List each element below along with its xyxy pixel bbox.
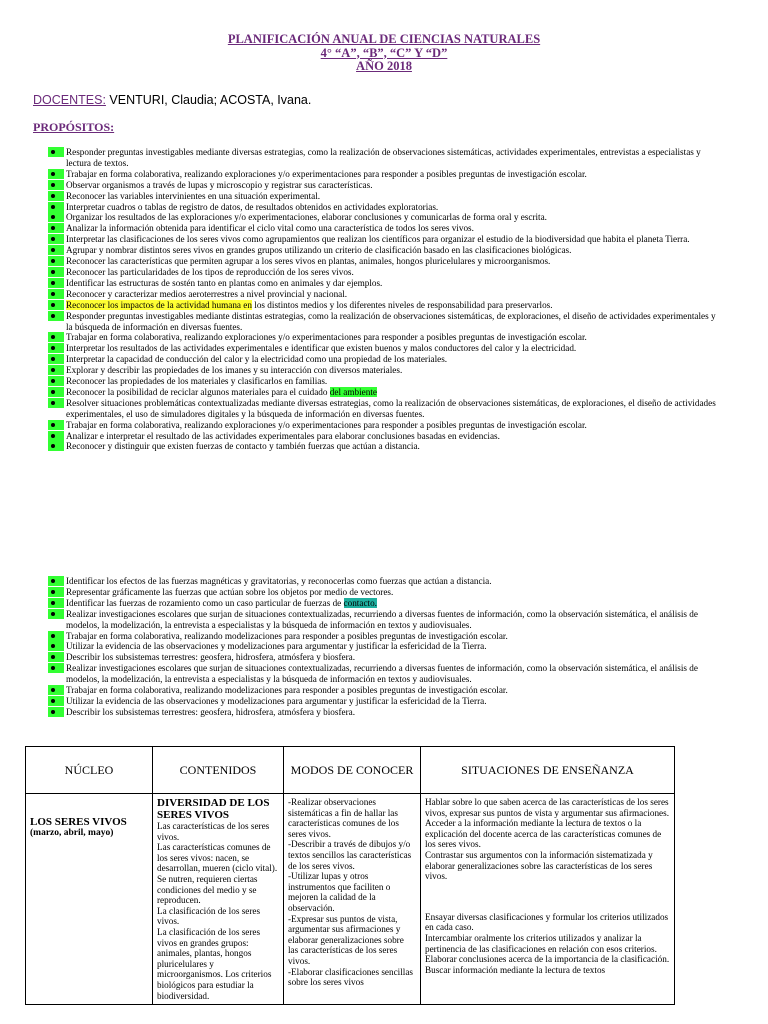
- contenidos-text: Las características comunes de los seres vivos: nacen, se desarrollan, mueren (ciclo vital). Se nutren, requieren ciertas condiciones del medio y se reproducen.: [157, 842, 278, 906]
- highlighted-text: Reconocer los impactos de la actividad humana en: [66, 299, 252, 310]
- modos-text: -Utilizar lupas y otros instrumentos que faciliten o mejoren la calidad de la observación.: [288, 871, 391, 913]
- list-item: Identificar los efectos de las fuerzas magnéticas y gravitatorias, y reconocerlas como fuerzas que actúan a distancia.: [48, 576, 718, 587]
- bullet-icon: [48, 365, 64, 375]
- planning-table: [25, 746, 675, 1005]
- nucleo-months: (marzo, abril, mayo): [30, 827, 114, 838]
- bullet-icon: [48, 267, 64, 277]
- list-item: Interpretar cuadros o tablas de registro de datos, de resultados obtenidos en actividades exploratorias.: [48, 202, 718, 213]
- list-item: Trabajar en forma colaborativa, realizando exploraciones y/o experimentaciones para responder a posibles preguntas de investigación escolar.: [48, 420, 718, 431]
- contenidos-title: DIVERSIDAD DE LOS SERES VIVOS: [157, 797, 270, 821]
- cell-situaciones: [421, 794, 675, 1005]
- list-item: Trabajar en forma colaborativa, realizando modelizaciones para responder a posibles preguntas de investigación escolar.: [48, 631, 718, 642]
- list-item: Observar organismos a través de lupas y microscopio y registrar sus características.: [48, 180, 718, 191]
- list-item: Reconocer y distinguir que existen fuerzas de contacto y también fuerzas que actúan a distancia.: [48, 441, 718, 452]
- bullet-icon: [48, 576, 64, 586]
- bullet-icon: [48, 398, 64, 408]
- bullet-icon: [48, 245, 64, 255]
- list-item: Agrupar y nombrar distintos seres vivos en grandes grupos utilizando un criterio de clasificación basado en las clasificaciones biológicas.: [48, 245, 718, 256]
- bullet-icon: [48, 212, 64, 222]
- list-item: Interpretar los resultados de las actividades experimentales e identificar que existen buenos y malos conductores del calor y la electricidad.: [48, 343, 718, 354]
- situaciones-text: Hablar sobre lo que saben acerca de las características de los seres vivos, expresar sus puntos de vista y argumentar sus afirmaciones.: [425, 797, 670, 818]
- contenidos-text: Las características de los seres vivos.: [157, 821, 270, 842]
- situaciones-text: Buscar información mediante la lectura de textos: [425, 964, 606, 975]
- bullet-icon: [48, 278, 64, 288]
- situaciones-text: Acceder a la información mediante la lectura de textos o la explicación del docente acerca de las características comunes de los seres vivos.: [425, 818, 662, 850]
- header-contenidos: CONTENIDOS: [153, 747, 284, 794]
- situaciones-text: Ensayar diversas clasificaciones y formular los criterios utilizados en cada caso.: [425, 911, 669, 933]
- cell-nucleo: [26, 794, 153, 1005]
- list-item: Reconocer las características que permiten agrupar a los seres vivos en plantas, animales, hongos pluricelulares y microorganismos.: [48, 256, 718, 267]
- bullet-icon: [48, 147, 64, 157]
- modos-text: -Elaborar clasificaciones sencillas sobre los seres vivos: [288, 966, 413, 988]
- bullet-icon: [48, 598, 64, 608]
- title-grades: 4° “A”, “B”, “C” Y “D”: [320, 45, 448, 60]
- bullet-icon: [48, 441, 64, 451]
- cell-modos: [284, 794, 421, 1005]
- bullet-icon: [48, 609, 64, 619]
- list-item: Reconocer y caracterizar medios aeroterrestres a nivel provincial y nacional.: [48, 289, 718, 300]
- list-item: Identificar las fuerzas de rozamiento como un caso particular de fuerzas de contacto.: [48, 598, 718, 609]
- bullet-icon: [48, 234, 64, 244]
- bullet-icon: [48, 376, 64, 386]
- list-item: Representar gráficamente las fuerzas que actúan sobre los objetos por medio de vectores.: [48, 587, 718, 598]
- document-title: [0, 33, 768, 74]
- bullet-icon: [48, 289, 64, 299]
- highlighted-text: contacto.: [343, 597, 377, 608]
- table-header-row: [26, 747, 675, 794]
- title-main: PLANIFICACIÓN ANUAL DE CIENCIAS NATURALES: [227, 32, 541, 46]
- bullet-icon: [48, 631, 64, 641]
- header-modos: MODOS DE CONOCER: [284, 747, 421, 794]
- list-item: Utilizar la evidencia de las observaciones y modelizaciones para argumentar y justificar la esfericidad de la Tierra.: [48, 696, 718, 707]
- list-item: Trabajar en forma colaborativa, realizando modelizaciones para responder a posibles preguntas de investigación escolar.: [48, 685, 718, 696]
- situaciones-text: Contrastar sus argumentos con la información sistematizada y elaborar generalizaciones sobre las características de los seres vivos.: [425, 849, 653, 882]
- cell-contenidos: [153, 794, 284, 1005]
- situaciones-text: Elaborar conclusiones acerca de la importancia de la clasificación.: [425, 954, 670, 965]
- list-item: Realizar investigaciones escolares que surjan de situaciones contextualizadas, recurriendo a diversas fuentes de información, como la observación sistemática, el análisis de modelos, la modelización, la entrevista a especialistas y la búsqueda de información en textos y audiovisuales.: [48, 609, 718, 631]
- nucleo-title: LOS SERES VIVOS: [30, 816, 127, 828]
- bullet-icon: [48, 311, 64, 321]
- bullet-icon: [48, 256, 64, 266]
- list-item: Reconocer las particularidades de los tipos de reproducción de los seres vivos.: [48, 267, 718, 278]
- list-item: Describir los subsistemas terrestres: geosfera, hidrosfera, atmósfera y biosfera.: [48, 707, 718, 718]
- propositos-list: [48, 147, 718, 452]
- list-item: Reconocer las variables intervinientes en una situación experimental.: [48, 191, 718, 202]
- bullet-icon: [48, 332, 64, 342]
- bullet-icon: [48, 663, 64, 673]
- title-year: AÑO 2018: [356, 59, 412, 73]
- bullet-icon: [48, 387, 64, 397]
- header-nucleo: NÚCLEO: [26, 747, 153, 794]
- list-item: Resolver situaciones problemáticas contextualizadas mediante diversas estrategias, como la realización de observaciones sistemáticas, de exploraciones, el diseño de actividades experimentales, el uso de simuladores digitales y la búsqueda de información en diversas fuentes.: [48, 398, 718, 420]
- list-item: Explorar y describir las propiedades de los imanes y su interacción con diversos materiales.: [48, 365, 718, 376]
- bullet-icon: [48, 202, 64, 212]
- list-item: Realizar investigaciones escolares que surjan de situaciones contextualizadas, recurriendo a diversas fuentes de información, como la observación sistemática, el análisis de modelos, la modelización, la entrevista a especialistas y la búsqueda de información en textos y audiovisuales.: [48, 663, 718, 685]
- list-item: Responder preguntas investigables mediante diversas estrategias, como la realización de observaciones sistemáticas, actividades experimentales, entrevistas a especialistas y lectura de textos.: [48, 147, 718, 169]
- modos-text: -Describir a través de dibujos y/o textos sencillos las características de los seres vivos.: [288, 839, 412, 871]
- bullet-icon: [48, 223, 64, 233]
- docentes-label: DOCENTES:: [33, 93, 106, 107]
- list-item: Interpretar la capacidad de conducción del calor y la electricidad como una propiedad de los materiales.: [48, 354, 718, 365]
- propositos-list-2: [48, 576, 718, 718]
- highlighted-text: del ambiente: [329, 386, 377, 397]
- list-item: Reconocer las propiedades de los materiales y clasificarlos en familias.: [48, 376, 718, 387]
- bullet-icon: [48, 707, 64, 717]
- modos-text: -Realizar observaciones sistemáticas a fin de hallar las características comunes de los seres vivos.: [288, 797, 399, 839]
- bullet-icon: [48, 431, 64, 441]
- list-item: Describir los subsistemas terrestres: geosfera, hidrosfera, atmósfera y biosfera.: [48, 652, 718, 663]
- list-item: Interpretar las clasificaciones de los seres vivos como agrupamientos que realizan los científicos para organizar el estudio de la biodiversidad que habita el planeta Tierra.: [48, 234, 718, 245]
- bullet-icon: [48, 169, 64, 179]
- modos-text: -Expresar sus puntos de vista, argumentar sus afirmaciones y elaborar generalizaciones sobre las características de los seres vivos.: [288, 913, 404, 966]
- contenidos-text: La clasificación de los seres vivos.: [157, 905, 261, 927]
- propositos-heading: PROPÓSITOS:: [33, 120, 115, 134]
- bullet-icon: [48, 641, 64, 651]
- docentes-names: VENTURI, Claudia; ACOSTA, Ivana.: [109, 93, 312, 107]
- bullet-icon: [48, 685, 64, 695]
- list-item: Identificar las estructuras de sostén tanto en plantas como en animales y dar ejemplos.: [48, 278, 718, 289]
- situaciones-text: Intercambiar oralmente los criterios utilizados y analizar la pertinencia de las clasificaciones en relación con esos criterios.: [425, 932, 657, 954]
- bullet-icon: [48, 652, 64, 662]
- list-item: Reconocer los impactos de la actividad humana en los distintos medios y los diferentes niveles de responsabilidad para preservarlos.: [48, 300, 718, 311]
- list-item: Responder preguntas investigables mediante distintas estrategias, como la realización de observaciones sistemáticas, de exploraciones, el diseño de actividades experimentales y la búsqueda de información en diversas fuentes.: [48, 311, 718, 333]
- bullet-icon: [48, 354, 64, 364]
- header-situaciones: SITUACIONES DE ENSEÑANZA: [421, 747, 675, 794]
- bullet-icon: [48, 343, 64, 353]
- list-item: Trabajar en forma colaborativa, realizando exploraciones y/o experimentaciones para responder a posibles preguntas de investigación escolar.: [48, 332, 718, 343]
- table-row: [26, 794, 675, 1005]
- bullet-icon: [48, 587, 64, 597]
- list-item: Analizar la información obtenida para identificar el ciclo vital como una característica de todos los seres vivos.: [48, 223, 718, 234]
- list-item: Reconocer la posibilidad de reciclar algunos materiales para el cuidado del ambiente: [48, 387, 718, 398]
- list-item: Analizar e interpretar el resultado de las actividades experimentales para elaborar conclusiones basadas en evidencias.: [48, 431, 718, 442]
- contenidos-text: La clasificación de los seres vivos en grandes grupos: animales, plantas, hongos pluricelulares y microorganismos. Los criterios biológicos para estudiar la biodiversidad.: [157, 926, 272, 1001]
- list-item: Utilizar la evidencia de las observaciones y modelizaciones para argumentar y justificar la esfericidad de la Tierra.: [48, 641, 718, 652]
- bullet-icon: [48, 696, 64, 706]
- bullet-icon: [48, 180, 64, 190]
- bullet-icon: [48, 420, 64, 430]
- docentes-line: [33, 93, 311, 107]
- bullet-icon: [48, 191, 64, 201]
- list-item: Organizar los resultados de las exploraciones y/o experimentaciones, elaborar conclusiones y comunicarlas de forma oral y escrita.: [48, 212, 718, 223]
- list-item: Trabajar en forma colaborativa, realizando exploraciones y/o experimentaciones para responder a posibles preguntas de investigación escolar.: [48, 169, 718, 180]
- bullet-icon: [48, 300, 64, 310]
